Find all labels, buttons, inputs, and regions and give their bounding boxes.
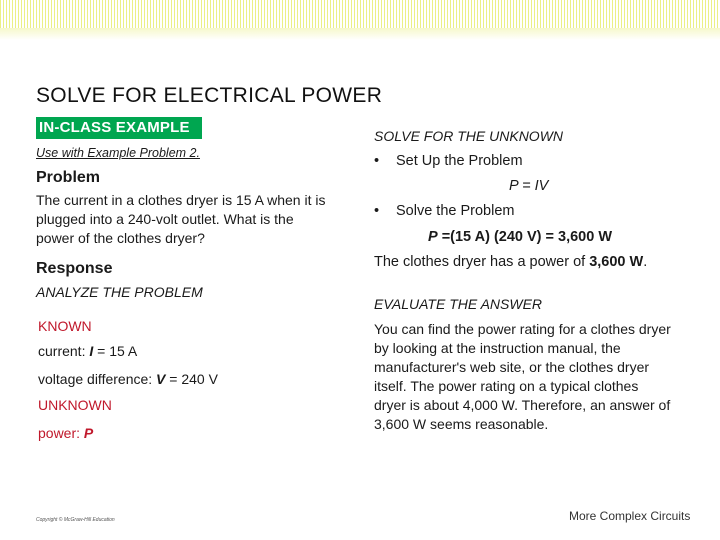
solve-bullet	[374, 203, 514, 219]
formula: P = IV	[509, 178, 549, 194]
footer-section-title: More Complex Circuits	[569, 509, 691, 523]
known-heading: KNOWN	[38, 318, 92, 334]
setup-bullet	[374, 153, 523, 169]
in-class-example-badge: IN-CLASS EXAMPLE	[36, 117, 202, 139]
problem-text: The current in a clothes dryer is 15 A when it is plugged into a 240-volt outlet. What is the power of the clothes dryer?	[36, 192, 326, 246]
solve-heading: SOLVE FOR THE UNKNOWN	[374, 128, 564, 144]
response-heading: Response	[36, 260, 113, 277]
calc-variable: P	[428, 229, 438, 245]
calculation	[428, 229, 612, 245]
voltage-variable: V	[156, 371, 166, 387]
result-statement	[374, 254, 647, 270]
bullet-dot: •	[374, 153, 380, 169]
current-value: = 15 A	[93, 343, 138, 359]
evaluate-heading: EVALUATE THE ANSWER	[374, 296, 543, 312]
voltage-value: = 240 V	[165, 371, 218, 387]
current-variable: I	[89, 343, 94, 359]
calc-rest: =(15 A) (240 V) = 3,600 W	[437, 229, 613, 245]
power-variable: P	[83, 425, 94, 441]
current-label: current:	[38, 343, 90, 359]
solve-label: Solve the Problem	[396, 203, 515, 219]
slide-title: SOLVE FOR ELECTRICAL POWER	[36, 84, 383, 107]
voltage-label: voltage difference:	[38, 371, 157, 387]
problem-heading: Problem	[36, 169, 101, 186]
known-current	[38, 342, 137, 361]
analyze-heading: ANALYZE THE PROBLEM	[36, 284, 203, 300]
bullet-dot: •	[374, 203, 380, 219]
copyright: Copyright © McGraw-Hill Education	[36, 517, 115, 523]
result-value: 3,600 W	[589, 254, 644, 270]
example-reference-note: Use with Example Problem 2.	[36, 146, 200, 160]
setup-label: Set Up the Problem	[396, 153, 523, 169]
unknown-heading: UNKNOWN	[38, 397, 112, 413]
result-pre: The clothes dryer has a power of	[374, 254, 590, 270]
known-voltage	[38, 370, 218, 389]
result-post: .	[643, 254, 648, 270]
unknown-power	[38, 424, 93, 443]
power-label: power:	[38, 425, 84, 441]
evaluate-text: You can find the power rating for a clothes dryer by looking at the instruction manual, the manufacturer's web site, or the clothes dryer itself. The power rating on a typical clothes dryer is about 4,000 W. Therefore, an answer of 3,600 W seems reasonable.	[374, 321, 671, 432]
decorative-header-band	[0, 0, 720, 40]
